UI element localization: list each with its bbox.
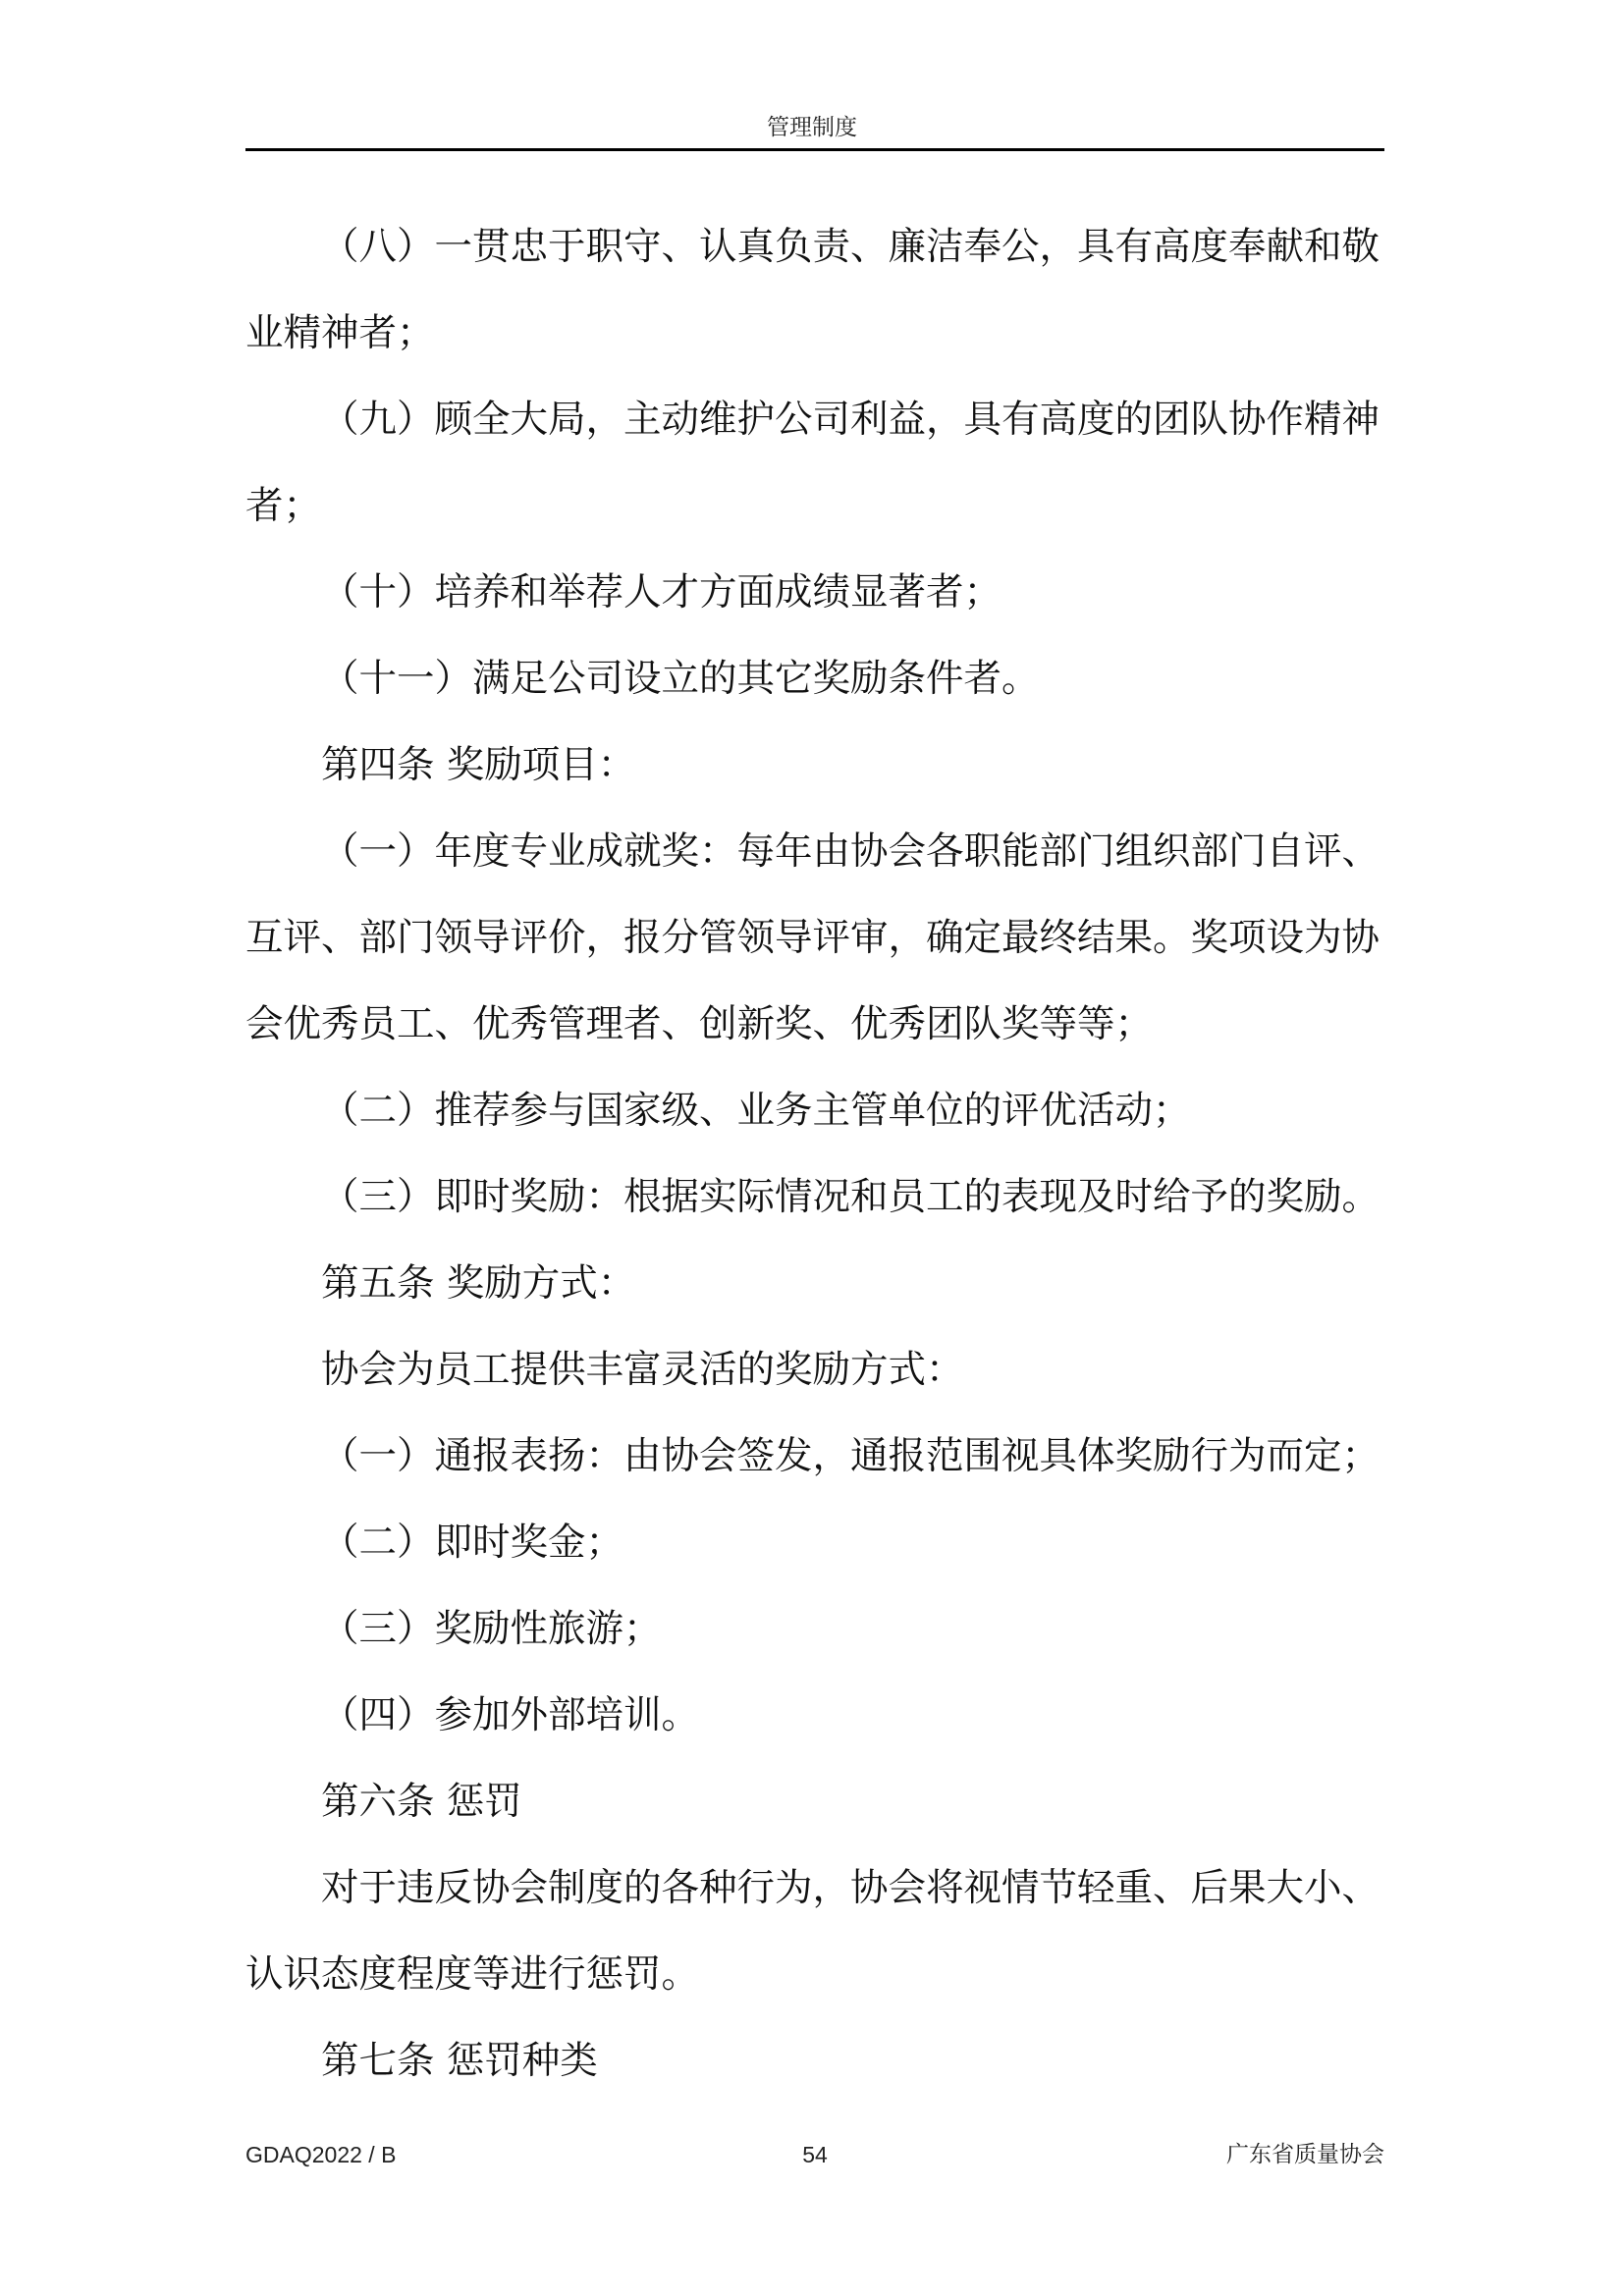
article-5-heading: 第五条 奖励方式：: [321, 1261, 636, 1306]
header-divider: [245, 148, 1384, 151]
reward-method-2: （二）即时奖金；: [321, 1521, 624, 1565]
page-header-title: 管理制度: [767, 115, 857, 140]
paragraph-item-8: （八）一贯忠于职守、认真负责、廉洁奉公，具有高度奉献和敬业精神者；: [245, 225, 1380, 355]
page-footer: [245, 2140, 1384, 2169]
reward-method-4: （四）参加外部培训。: [321, 1693, 700, 1737]
reward-method-3: （三）奖励性旅游；: [321, 1607, 662, 1651]
footer-organization: 广东省质量协会: [1226, 2142, 1384, 2167]
paragraph-item-10: （十）培养和举荐人才方面成绩显著者；: [321, 570, 1002, 614]
paragraph-item-9: （九）顾全大局，主动维护公司利益，具有高度的团队协作精神者；: [245, 398, 1380, 528]
footer-doc-code: GDAQ2022 / B: [245, 2142, 397, 2167]
reward-method-1: （一）通报表扬：由协会签发，通报范围视具体奖励行为而定；: [321, 1434, 1380, 1478]
penalty-description: 对于违反协会制度的各种行为，协会将视情节轻重、后果大小、认识态度程度等进行惩罚。: [245, 1866, 1380, 1997]
award-item-1: （一）年度专业成就奖：每年由协会各职能部门组织部门自评、互评、部门领导评价，报分管领导评审，确定最终结果。奖项设为协会优秀员工、优秀管理者、创新奖、优秀团队奖等等；: [245, 829, 1380, 1046]
paragraph-item-11: （十一）满足公司设立的其它奖励条件者。: [321, 657, 1040, 701]
article-6-heading: 第六条 惩罚: [321, 1780, 522, 1824]
article-4-heading: 第四条 奖励项目：: [321, 743, 636, 787]
award-item-2: （二）推荐参与国家级、业务主管单位的评优活动；: [321, 1089, 1191, 1133]
footer-page-number: 54: [802, 2142, 828, 2167]
award-item-3: （三）即时奖励：根据实际情况和员工的表现及时给予的奖励。: [321, 1175, 1380, 1219]
article-7-heading: 第七条 惩罚种类: [321, 2039, 598, 2083]
document-body: [245, 204, 1384, 2105]
reward-methods-intro: 协会为员工提供丰富灵活的奖励方式：: [321, 1348, 964, 1392]
